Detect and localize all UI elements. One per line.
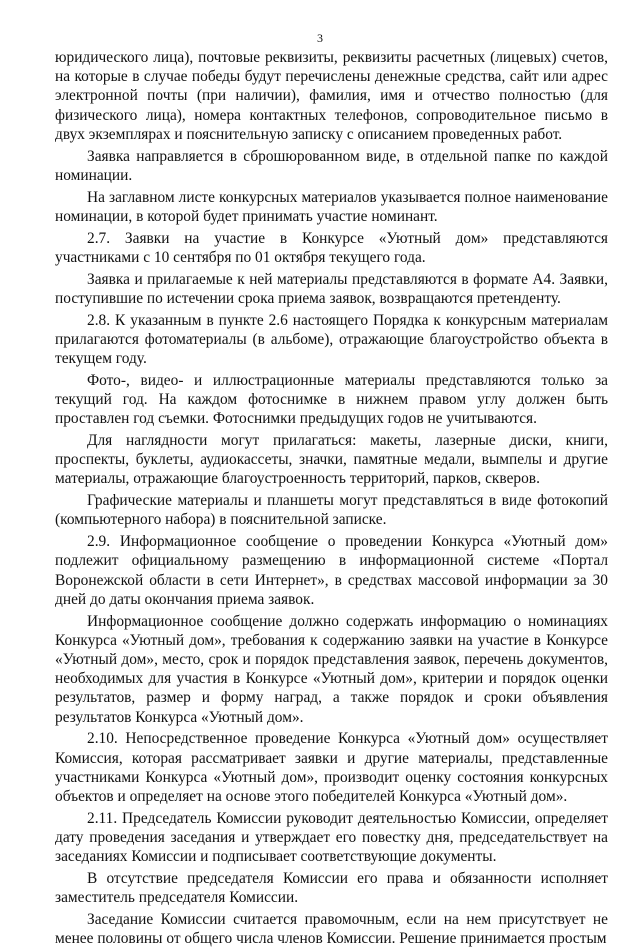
- document-body: [55, 48, 608, 951]
- paragraph-2-10-commission: 2.10. Непосредственное проведение Конкурса «Уютный дом» осуществляет Комиссия, которая рассматривает заявки и другие материалы, представленные участниками Конкурса «Уютный дом», производит оценку состояния конкурсных объектов и определяет на основе этого победителей Конкурса «Уютный дом».: [55, 730, 608, 806]
- page-number: 3: [317, 31, 323, 45]
- paragraph-2-11-chairman: 2.11. Председатель Комиссии руководит деятельностью Комиссии, определяет дату проведения заседания и утверждает его повестку дня, председательствует на заседаниях Комиссии и подписывает соответствующие документы.: [55, 809, 608, 866]
- paragraph-2-9-announcement: 2.9. Информационное сообщение о проведении Конкурса «Уютный дом» подлежит официальному размещению в информационной системе «Портал Воронежской области в сети Интернет», в средствах массовой информации за 30 дней до даты окончания приема заявок.: [55, 533, 608, 608]
- paragraph-a4-format: Заявка и прилагаемые к ней материалы представляются в формате А4. Заявки, поступившие по истечении срока приема заявок, возвращаются претенденту.: [55, 270, 608, 307]
- paragraph-current-year-materials: Фото-, видео- и иллюстрационные материалы представляются только за текущий год. На каждом фотоснимке в нижнем правом углу должен быть проставлен год съемки. Фотоснимки предыдущих годов не учитываются.: [55, 371, 608, 428]
- paragraph-quorum: Заседание Комиссии считается правомочным, если на нем присутствует не менее половины от общего числа членов Комиссии. Решение принимается простым: [55, 911, 608, 948]
- paragraph-deputy-chairman: В отсутствие председателя Комиссии его права и обязанности исполняет заместитель председателя Комиссии.: [55, 870, 608, 907]
- paragraph-2-8-photo-materials: 2.8. К указанным в пункте 2.6 настоящего Порядка к конкурсным материалам прилагаются фотоматериалы (в альбоме), отражающие благоустройство объекта в текущем году.: [55, 311, 608, 368]
- paragraph-application-binding: Заявка направляется в сброшюрованном виде, в отдельной папке по каждой номинации.: [55, 147, 608, 184]
- paragraph-visual-aids: Для наглядности могут прилагаться: макеты, лазерные диски, книги, проспекты, буклеты, аудиокассеты, значки, памятные медали, вымпелы и другие материалы, отражающие благоустроенность территорий, парков, скверов.: [55, 432, 608, 488]
- paragraph-announcement-contents: Информационное сообщение должно содержать информацию о номинациях Конкурса «Уютный дом», требования к содержанию заявки на участие в Конкурсе «Уютный дом», место, срок и порядок представления заявок, перечень документов, необходимых для участия в Конкурсе «Уютный дом», критерии и порядок оценки результатов, размер и форму наград, а также порядок и сроки объявления результатов Конкурса «Уютный дом».: [55, 612, 608, 726]
- paragraph-title-sheet: На заглавном листе конкурсных материалов указывается полное наименование номинации, в которой будет принимать участие номинант.: [55, 188, 608, 225]
- paragraph-2-7-submission-period: 2.7. Заявки на участие в Конкурсе «Уютный дом» представляются участниками с 10 сентября по 01 октября текущего года.: [55, 229, 608, 266]
- paragraph-applicant-details: юридического лица), почтовые реквизиты, реквизиты расчетных (лицевых) счетов, на которые в случае победы будут перечислены денежные средства, сайт или адрес электронной почты (при наличии), фамилия, имя и отчество полностью (для физического лица), номера контактных телефонов, сопроводительное письмо в двух экземплярах и пояснительную записку с описанием проведенных работ.: [55, 49, 608, 143]
- paragraph-graphic-materials: Графические материалы и планшеты могут представляться в виде фотокопий (компьютерного набора) в пояснительной записке.: [55, 492, 608, 529]
